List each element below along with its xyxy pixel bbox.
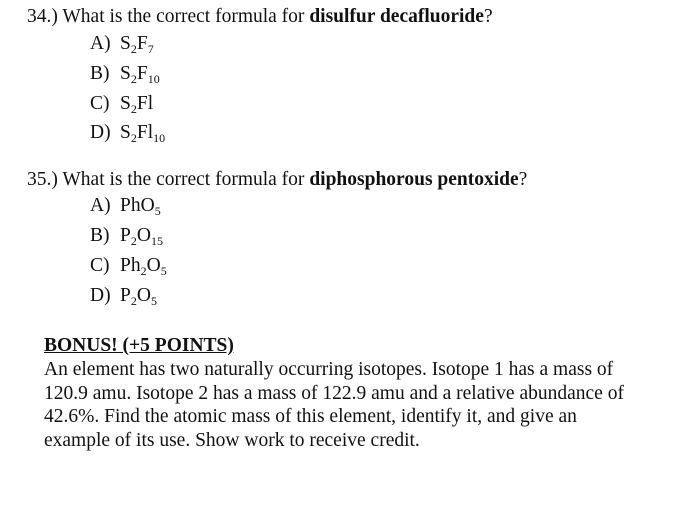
question-34-mark: ? [483, 6, 493, 27]
option-letter: D) [90, 122, 111, 143]
q34-option-d [90, 121, 165, 145]
formula-subscript: 7 [147, 42, 154, 56]
option-formula: $Ph_2O_5$ [120, 255, 167, 278]
option-formula: $S_2F_7$ [120, 33, 154, 56]
option-formula: $P_2O_5$ [120, 285, 157, 308]
q35-option-b [90, 224, 163, 248]
option-letter: B) [90, 63, 110, 84]
option-letter: C) [90, 255, 110, 276]
q34-option-c [90, 92, 153, 116]
formula-subscript: 2 [130, 72, 137, 86]
option-formula: $S_2F_{10}$ [120, 63, 160, 86]
formula-subscript: 2 [130, 102, 137, 116]
q35-option-c [90, 254, 167, 278]
formula-subscript: 10 [147, 72, 160, 86]
bonus-line: An element has two naturally occurring isotopes. Isotope 1 has a mass of [44, 359, 614, 380]
formula-subscript: 2 [130, 294, 137, 308]
q35-option-d [90, 284, 157, 308]
option-letter: A) [90, 33, 111, 54]
bonus-line: 42.6%. Find the atomic mass of this element, identify it, and give an [44, 406, 577, 427]
formula-subscript: 5 [150, 294, 157, 308]
option-formula: $S_2Fl_{10}$ [120, 122, 166, 145]
question-35-number: 35.) [27, 169, 58, 190]
question-35-mark: ? [518, 169, 528, 190]
option-letter: A) [90, 195, 111, 216]
bonus-line: 120.9 amu. Isotope 2 has a mass of 122.9 amu and a relative abundance of [44, 382, 624, 404]
q34-option-b [90, 62, 160, 86]
question-34-compound: disulfur decafluoride [309, 6, 484, 27]
formula-subscript: 2 [140, 264, 147, 278]
question-35-compound: diphosphorous pentoxide [309, 169, 519, 190]
option-formula: $S_2Fl$ [120, 93, 154, 116]
option-letter: C) [90, 93, 110, 114]
question-34-prompt: What is the correct formula for [62, 6, 305, 27]
bonus-line: example of its use. Show work to receive credit. [44, 429, 420, 451]
bonus-question [44, 358, 674, 452]
formula-subscript: 5 [160, 264, 167, 278]
option-letter: D) [90, 285, 111, 306]
formula-subscript: 2 [130, 234, 137, 248]
question-35 [27, 168, 527, 192]
formula-subscript: 10 [153, 131, 166, 145]
formula-subscript: 2 [130, 42, 137, 56]
question-34 [27, 5, 493, 29]
option-formula: $P_2O_{15}$ [120, 225, 163, 248]
option-formula: PhO$_5$ [120, 195, 161, 218]
question-35-prompt: What is the correct formula for [62, 169, 305, 190]
question-34-number: 34.) [27, 6, 58, 27]
formula-subscript: 15 [150, 234, 163, 248]
q35-option-a [90, 194, 161, 218]
bonus-title: BONUS! (+5 POINTS) [44, 335, 234, 356]
q34-option-a [90, 32, 154, 56]
formula-subscript: 5 [154, 204, 161, 218]
option-letter: B) [90, 225, 110, 246]
formula-subscript: 2 [130, 131, 137, 145]
